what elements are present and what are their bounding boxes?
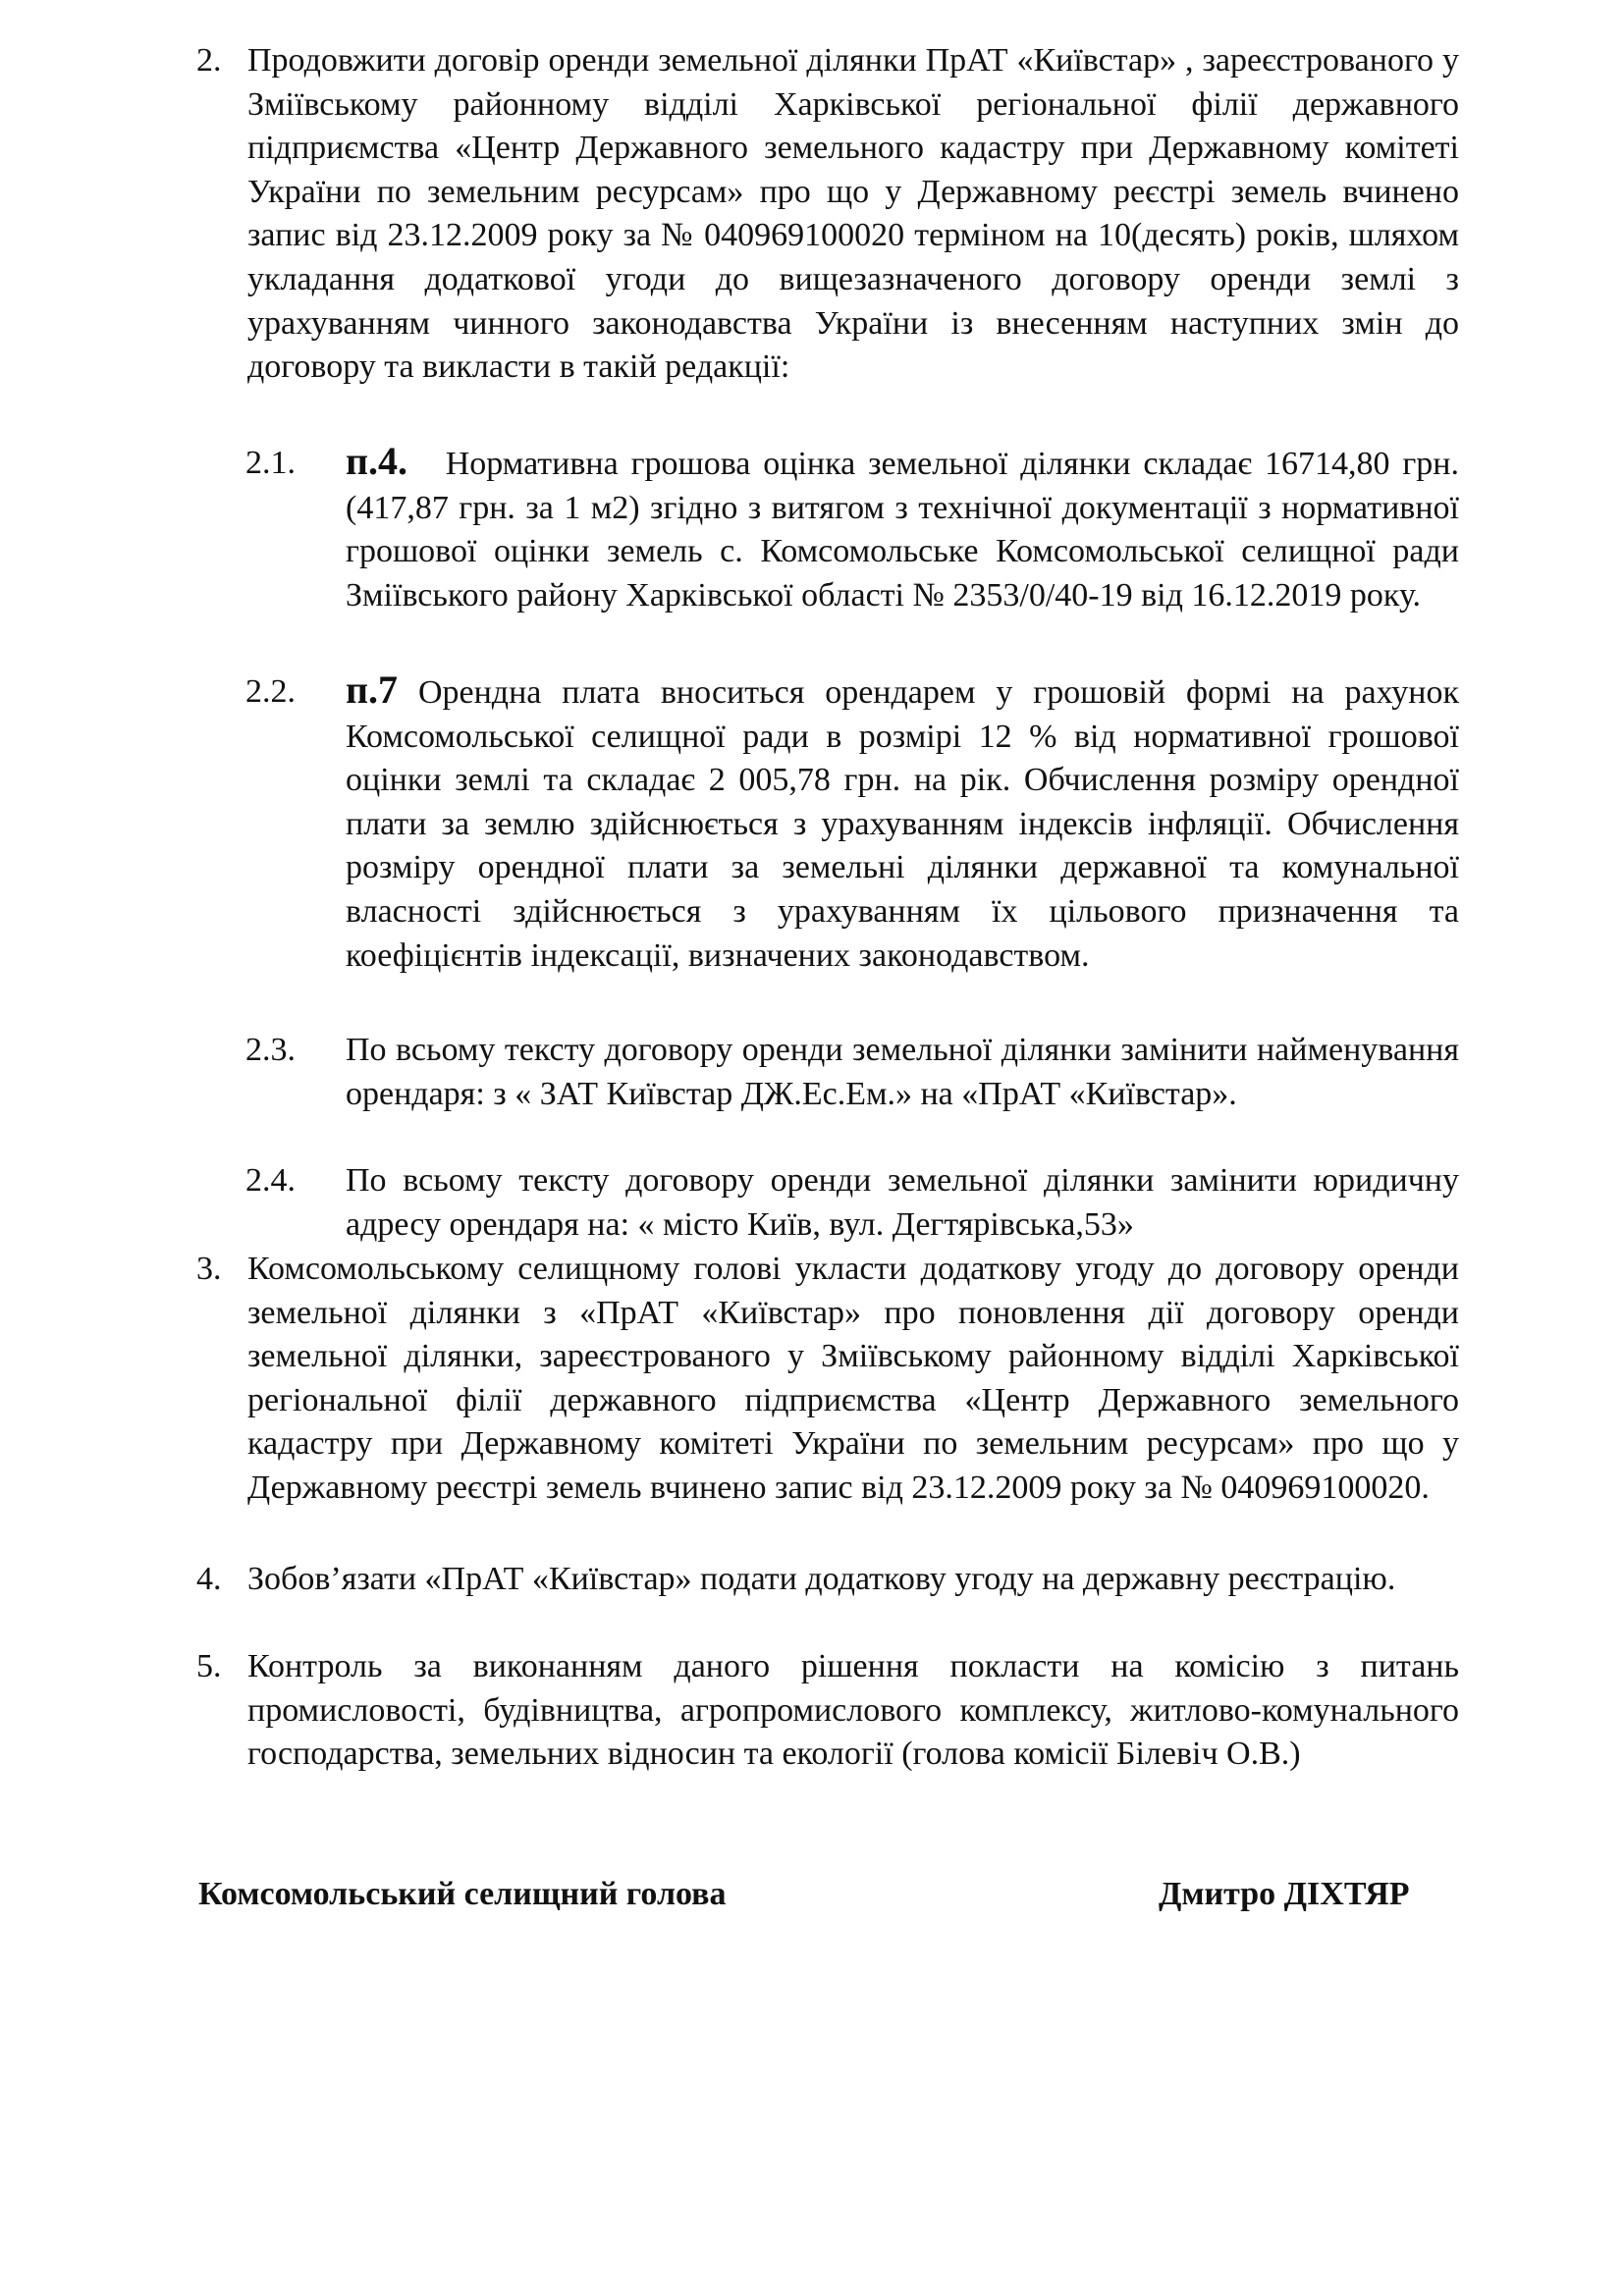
item-number: 5. [196,1648,222,1684]
subitem-2-1 [346,439,1460,617]
subitem-2-1-text: Нормативна грошова оцінка земельної ділянки складає 16714,80 грн. (417,87 грн. за 1 м2) згідно з витягом з технічної документації з нормативної грошової оцінки земель с. Комсомольське Комсомольської селищної ради Зміївського району Харківської області № 2353/0/40-19 від 16.12.2019 року. [346,446,1460,614]
subitem-number: 2.4. [245,1162,296,1199]
subitem-2-2 [346,667,1460,978]
item-2-text: Продовжити договір оренди земельної ділянки ПрАТ «Київстар» , зареєстрованого у Зміївському районному відділі Харківської регіональної філії державного підприємства «Центр Державного земельного кадастру при Державному комітеті України по земельним ресурсам» про що у Державному реєстрі земель вчинено запис від 23.12.2009 року за № 040969100020 терміном на 10(десять) років, шляхом укладання додаткової угоди до вищезазначеного договору оренди землі з урахуванням чинного законодавства України із внесенням наступних змін до договору та викласти в такій редакції: [247,42,1459,386]
item-number: 2. [196,42,222,79]
item-4-text: Зобов’язати «ПрАТ «Київстар» подати додаткову угоду на державну реєстрацію. [247,1561,1396,1597]
clause-reference: п.7 [346,667,399,712]
item-3-text: Комсомольському селищному голові укласти додаткову угоду до договору оренди земельної ділянки з «ПрАТ «Київстар» про поновлення дії договору оренди земельної ділянки, зареєстрованого у Зміївському районному відділі Харківської регіональної філії державного підприємства «Центр Державного земельного кадастру при Державному комітеті України по земельним ресурсам» про що у Державному реєстрі земель вчинено запис від 23.12.2009 року за № 040969100020. [247,1251,1459,1506]
subitem-number: 2.2. [245,673,296,710]
clause-reference: п.4. [346,439,408,483]
item-number: 4. [196,1561,222,1597]
item-number: 3. [196,1251,222,1287]
subitem-2-3-text: По всьому тексту договору оренди земельної ділянки замінити найменування орендаря: з « ЗАТ Київстар ДЖ.Ес.Ем.» на «ПрАТ «Київстар». [346,1032,1459,1112]
signature-name: Дмитро ДІХТЯР [1159,1876,1410,1912]
subitem-2-2-text: Орендна плата вноситься орендарем у грошовій формі на рахунок Комсомольської селищної ради в розмірі 12 % від нормативної грошової оцінки землі та складає 2 005,78 грн. на рік. Обчислення розміру орендної плати за землю здійснюється з урахуванням індексів інфляції. Обчислення розміру орендної плати за земельні ділянки державної та комунальної власності здійснюється з урахуванням їх цільового призначення та коефіцієнтів індексації, визначених законодавством. [346,674,1460,974]
signature-position: Комсомольський селищний голова [198,1876,727,1912]
subitem-number: 2.1. [245,445,296,481]
subitem-number: 2.3. [245,1032,296,1068]
item-5-text: Контроль за виконанням даного рішення покласти на комісію з питань промисловості, будівництва, агропромислового комплексу, житлово-комунального господарства, земельних відносин та екології (голова комісії Білевіч О.В.) [247,1648,1459,1773]
subitem-2-4-text: По всьому тексту договору оренди земельної ділянки замінити юридичну адресу орендаря на: « місто Київ, вул. Дегтярівська,53» [346,1162,1459,1243]
